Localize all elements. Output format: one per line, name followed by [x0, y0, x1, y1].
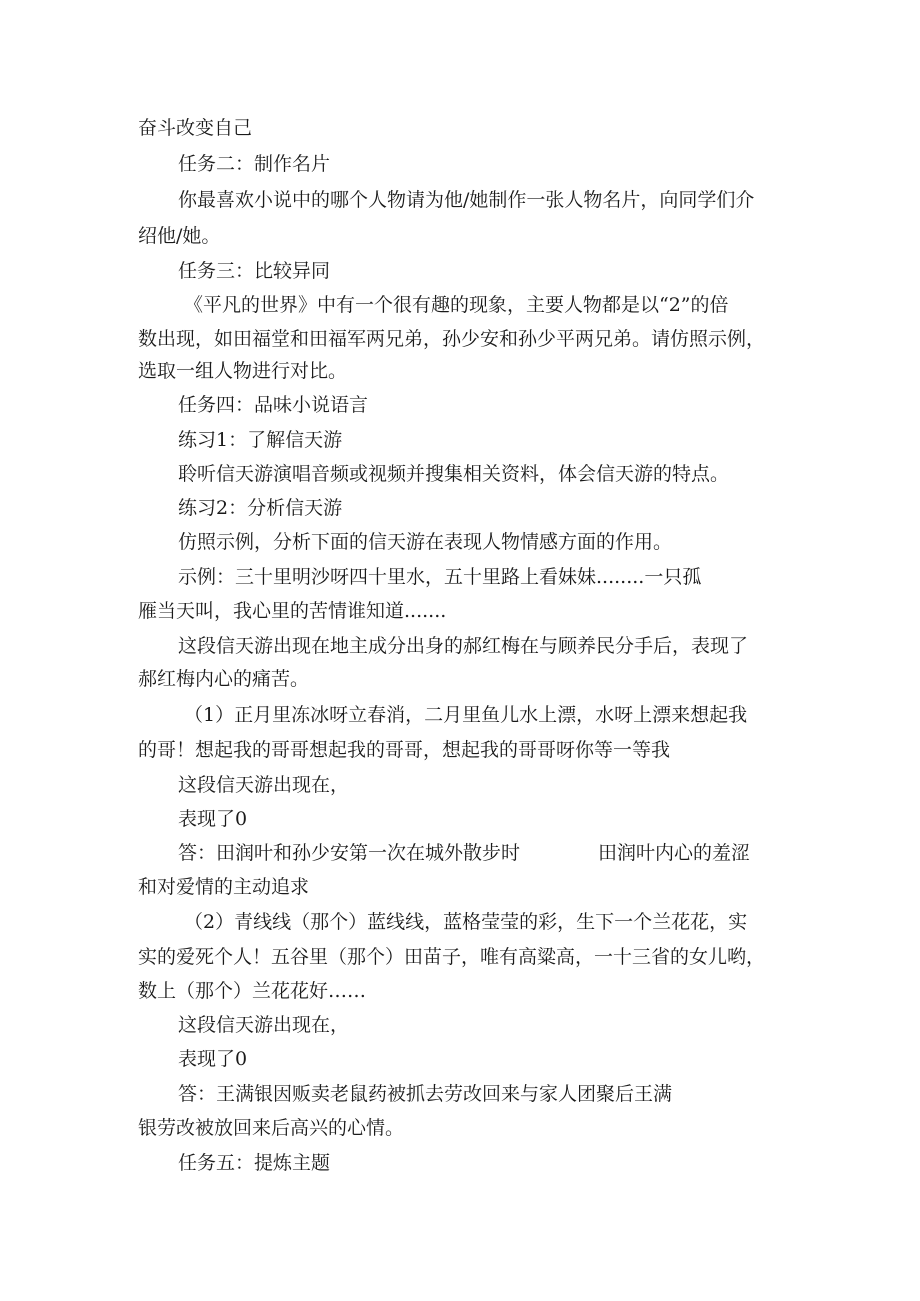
task-heading: 任务五：提炼主题: [178, 1152, 331, 1174]
text-line: 选取一组人物进行对比。: [138, 360, 348, 382]
text-line: 和对爱情的主动追求: [138, 876, 310, 898]
task-heading: 任务三：比较异同: [178, 260, 331, 282]
exercise-heading: 练习2：分析信天游: [178, 497, 343, 519]
text-line: 数出现，如田福堂和田福军两兄弟，孙少安和孙少平两兄弟。请仿照示例，: [138, 328, 766, 350]
text-line: 奋斗改变自己: [138, 117, 253, 139]
answer-line: 答：田润叶和孙少安第一次在城外散步时: [178, 842, 521, 864]
task-heading: 任务四：品味小说语言: [178, 394, 369, 416]
text-line: 这段信天游出现在地主成分出身的郝红梅在与顾养民分手后，表现了: [178, 635, 749, 657]
text-line: 郝红梅内心的痛苦。: [138, 668, 310, 690]
text-line: 示例：三十里明沙呀四十里水，五十里路上看妹妹........一只孤: [178, 566, 702, 588]
text-line: 你最喜欢小说中的哪个人物请为他/她制作一张人物名片，向同学们介: [178, 189, 755, 211]
text-line: 绍他/她。: [138, 225, 221, 247]
text-line: 银劳改被放回来后高兴的心情。: [138, 1117, 405, 1139]
exercise-heading: 练习1：了解信天游: [178, 429, 343, 451]
text-line: 仿照示例，分析下面的信天游在表现人物情感方面的作用。: [178, 531, 673, 553]
text-line: 这段信天游出现在，: [178, 1014, 350, 1036]
text-line: 表现了0: [178, 1048, 248, 1070]
text-line: 表现了0: [178, 808, 248, 830]
text-line: （2）青线线（那个）蓝线线，蓝格莹莹的彩，生下一个兰花花，实: [184, 911, 748, 933]
text-line: 这段信天游出现在，: [178, 774, 350, 796]
answer-line: 答：王满银因贩卖老鼠药被抓去劳改回来与家人团聚后王满: [178, 1083, 673, 1105]
text-line: 数上（那个）兰花花好……: [138, 980, 367, 1002]
text-line: 雁当天叫，我心里的苦情谁知道.......: [138, 600, 447, 622]
task-heading: 任务二：制作名片: [178, 153, 331, 175]
text-line: 的哥！想起我的哥哥想起我的哥哥，想起我的哥哥呀你等一等我: [138, 739, 671, 761]
text-line: 聆听信天游演唱音频或视频并搜集相关资料，体会信天游的特点。: [178, 463, 730, 485]
text-line: 实的爱死个人！五谷里（那个）田苗子，唯有高粱高，一十三省的女儿哟，: [138, 946, 766, 968]
text-line: 《平凡的世界》中有一个很有趣的现象，主要人物都是以“2”的倍: [184, 294, 729, 316]
answer-line-continued: 田润叶内心的羞涩: [598, 842, 751, 864]
text-line: （1）正月里冻冰呀立春消，二月里鱼儿水上漂，水呀上漂来想起我: [184, 704, 748, 726]
